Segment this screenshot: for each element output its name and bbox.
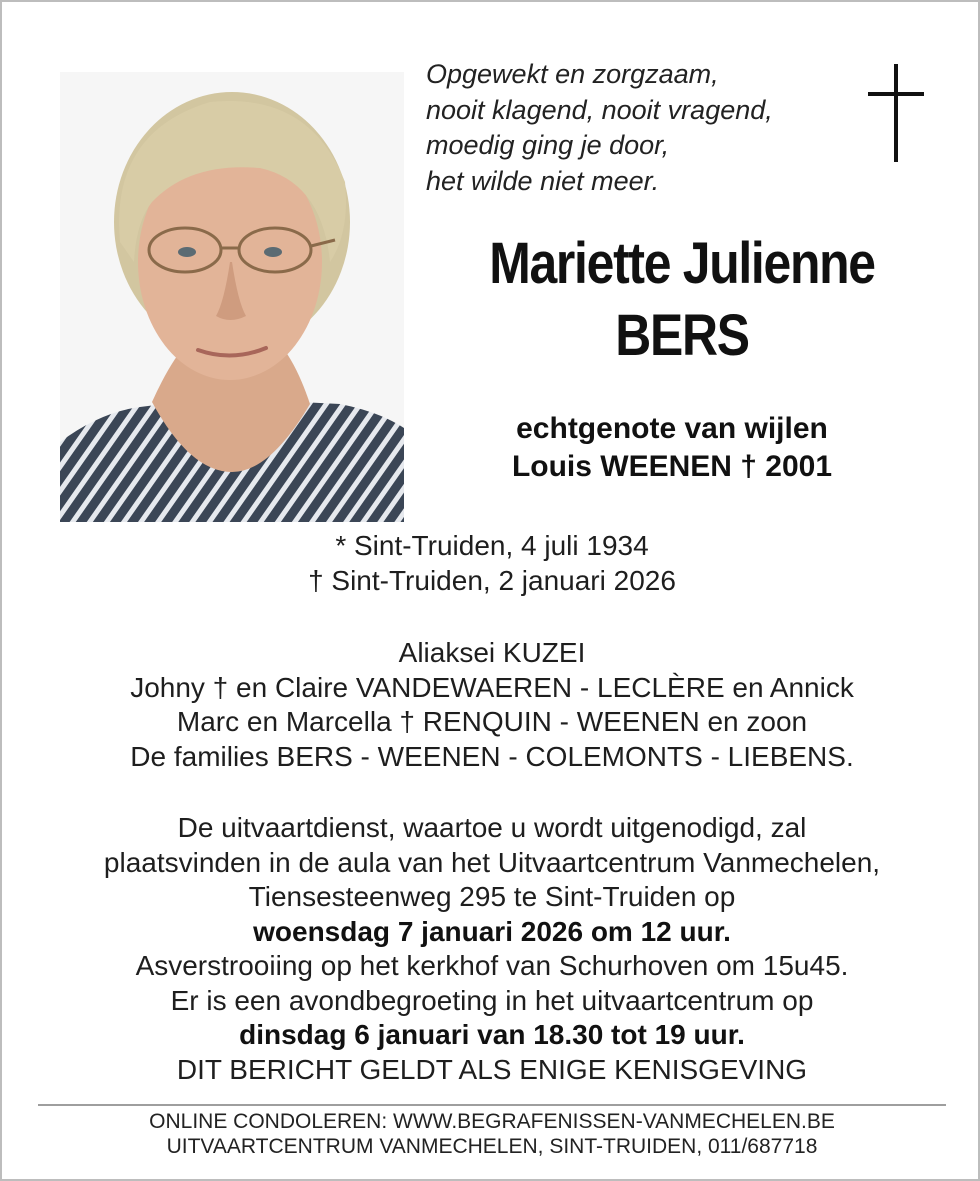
condolence-website: ONLINE CONDOLEREN: WWW.BEGRAFENISSEN-VANMECHELEN.BE — [149, 1110, 835, 1133]
family-line: Johny † en Claire VANDEWAEREN - LECLÈRE en Annick — [130, 671, 854, 703]
spouse-relation: echtgenote van wijlen — [516, 412, 828, 445]
deceased-first-names: Mariette Julienne — [489, 231, 875, 296]
family-list — [22, 636, 962, 774]
family-line: Aliaksei KUZEI — [398, 637, 586, 668]
deceased-name — [458, 228, 905, 372]
poem-line: nooit klagend, nooit vragend, — [426, 94, 773, 125]
evening-visitation-date: dinsdag 6 januari van 18.30 tot 19 uur. — [239, 1019, 745, 1050]
divider — [38, 1104, 946, 1106]
poem — [426, 57, 856, 199]
life-dates — [22, 529, 962, 598]
spouse-name: Louis WEENEN † 2001 — [511, 450, 833, 483]
cross-icon — [868, 64, 924, 162]
portrait-photo — [60, 72, 404, 522]
notice-line: DIT BERICHT GELDT ALS ENIGE KENISGEVING — [176, 1053, 808, 1085]
service-line: De uitvaartdienst, waartoe u wordt uitgenodigd, zal — [177, 812, 807, 843]
service-details — [22, 811, 962, 1087]
poem-line: het wilde niet meer. — [426, 165, 660, 196]
footer — [22, 1110, 962, 1159]
service-date: woensdag 7 januari 2026 om 12 uur. — [253, 915, 731, 947]
birth-date: * Sint-Truiden, 4 juli 1934 — [335, 530, 649, 561]
service-line: plaatsvinden in de aula van het Uitvaartcentrum Vanmechelen, — [103, 846, 881, 878]
deceased-last-name: BERS — [615, 303, 749, 368]
poem-line: Opgewekt en zorgzaam, — [426, 59, 719, 89]
poem-line: moedig ging je door, — [426, 130, 670, 160]
service-line: Er is een avondbegroeting in het uitvaartcentrum op — [170, 984, 814, 1016]
portrait-illustration — [60, 72, 404, 522]
family-line: De families BERS - WEENEN - COLEMONTS - LIEBENS. — [130, 740, 854, 772]
spouse-info — [422, 410, 922, 486]
service-line: Asverstrooiing op het kerkhof van Schurhoven om 15u45. — [135, 950, 849, 981]
death-date: † Sint-Truiden, 2 januari 2026 — [308, 564, 676, 596]
family-line: Marc en Marcella † RENQUIN - WEENEN en zoon — [176, 706, 808, 737]
service-line: Tiensesteenweg 295 te Sint-Truiden op — [248, 881, 736, 912]
funeral-home-contact: UITVAARTCENTRUM VANMECHELEN, SINT-TRUIDEN, 011/687718 — [166, 1134, 818, 1158]
